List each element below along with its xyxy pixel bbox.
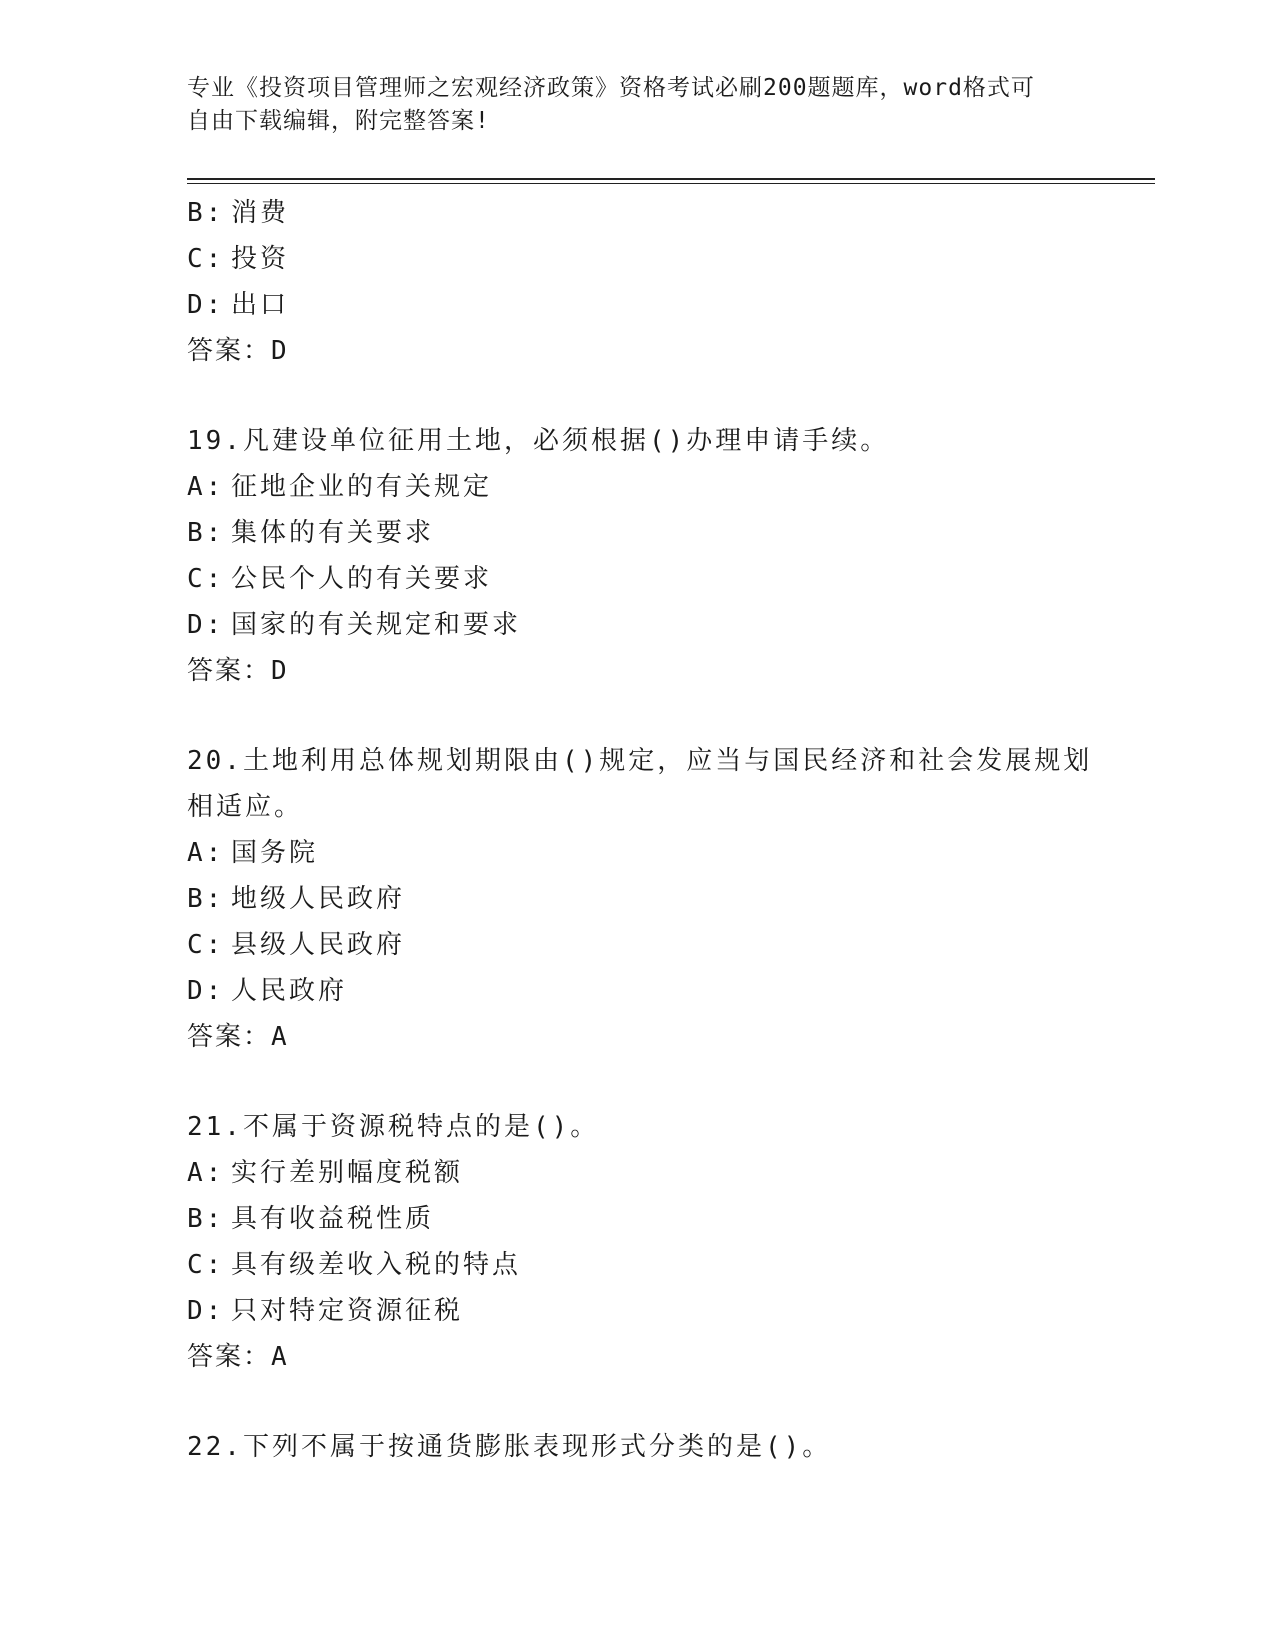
option-a bbox=[187, 464, 1087, 510]
option-a bbox=[187, 830, 1087, 876]
question-list bbox=[187, 190, 1093, 1470]
option-text: 地级人民政府 bbox=[231, 884, 406, 914]
answer-line bbox=[187, 1334, 1087, 1380]
answer-label: 答案： bbox=[187, 336, 272, 366]
option-text: 国家的有关规定和要求 bbox=[231, 610, 522, 640]
question-stem-text: 21.不属于资源税特点的是()。 bbox=[187, 1112, 600, 1142]
answer-line bbox=[187, 328, 1087, 374]
option-text: 投资 bbox=[231, 244, 290, 274]
option-letter: D: bbox=[187, 1296, 225, 1326]
question-21 bbox=[187, 1104, 1087, 1380]
answer-value: D bbox=[271, 656, 290, 686]
option-letter: C: bbox=[187, 1250, 225, 1280]
option-letter: B: bbox=[187, 198, 225, 228]
option-letter: A: bbox=[187, 1158, 225, 1188]
question-stem-continued bbox=[187, 784, 1087, 830]
answer-value: D bbox=[271, 336, 290, 366]
option-letter: A: bbox=[187, 838, 225, 868]
option-text: 实行差别幅度税额 bbox=[231, 1158, 464, 1188]
question-spacer bbox=[187, 1380, 1087, 1424]
question-stem-text: 20.土地利用总体规划期限由()规定，应当与国民经济和社会发展规划 bbox=[187, 746, 1093, 776]
header-title-line-2: 自由下载编辑，附完整答案! bbox=[187, 108, 490, 134]
option-b bbox=[187, 190, 1087, 236]
question-stem-text: 22.下列不属于按通货膨胀表现形式分类的是()。 bbox=[187, 1432, 832, 1462]
question-18-tail bbox=[187, 190, 1087, 374]
option-text: 征地企业的有关规定 bbox=[231, 472, 493, 502]
answer-label: 答案： bbox=[187, 656, 272, 686]
answer-label: 答案： bbox=[187, 1022, 272, 1052]
option-c bbox=[187, 236, 1087, 282]
answer-value: A bbox=[271, 1342, 290, 1372]
option-text: 出口 bbox=[231, 290, 290, 320]
option-text: 具有收益税性质 bbox=[231, 1204, 435, 1234]
option-c bbox=[187, 1242, 1087, 1288]
option-letter: C: bbox=[187, 244, 225, 274]
option-letter: D: bbox=[187, 290, 225, 320]
question-stem-text: 相适应。 bbox=[187, 792, 304, 822]
answer-label: 答案： bbox=[187, 1342, 272, 1372]
question-20 bbox=[187, 738, 1093, 1060]
option-letter: A: bbox=[187, 472, 225, 502]
question-stem bbox=[187, 738, 1093, 784]
option-c bbox=[187, 922, 1087, 968]
answer-line bbox=[187, 648, 1087, 694]
option-b bbox=[187, 1196, 1087, 1242]
answer-line bbox=[187, 1014, 1087, 1060]
option-text: 国务院 bbox=[231, 838, 319, 868]
option-b bbox=[187, 510, 1087, 556]
question-stem-text: 19.凡建设单位征用土地，必须根据()办理申请手续。 bbox=[187, 426, 890, 456]
option-letter: C: bbox=[187, 930, 225, 960]
option-text: 消费 bbox=[231, 198, 290, 228]
option-d bbox=[187, 968, 1087, 1014]
question-stem bbox=[187, 1424, 1087, 1470]
option-b bbox=[187, 876, 1087, 922]
option-text: 人民政府 bbox=[231, 976, 348, 1006]
question-spacer bbox=[187, 1060, 1087, 1104]
option-text: 公民个人的有关要求 bbox=[231, 564, 493, 594]
question-19 bbox=[187, 418, 1087, 694]
option-letter: D: bbox=[187, 610, 225, 640]
document-header bbox=[187, 72, 1087, 138]
option-letter: D: bbox=[187, 976, 225, 1006]
question-stem bbox=[187, 418, 1087, 464]
header-divider-thin bbox=[187, 183, 1155, 184]
option-c bbox=[187, 556, 1087, 602]
option-text: 集体的有关要求 bbox=[231, 518, 435, 548]
option-d bbox=[187, 1288, 1087, 1334]
question-22 bbox=[187, 1424, 1087, 1470]
question-stem bbox=[187, 1104, 1087, 1150]
option-text: 只对特定资源征税 bbox=[231, 1296, 464, 1326]
option-letter: B: bbox=[187, 1204, 225, 1234]
option-letter: C: bbox=[187, 564, 225, 594]
answer-value: A bbox=[271, 1022, 290, 1052]
option-text: 县级人民政府 bbox=[231, 930, 406, 960]
option-letter: B: bbox=[187, 884, 225, 914]
option-letter: B: bbox=[187, 518, 225, 548]
question-spacer bbox=[187, 374, 1087, 418]
option-d bbox=[187, 602, 1087, 648]
option-a bbox=[187, 1150, 1087, 1196]
option-d bbox=[187, 282, 1087, 328]
option-text: 具有级差收入税的特点 bbox=[231, 1250, 522, 1280]
header-divider-thick bbox=[187, 178, 1155, 180]
question-spacer bbox=[187, 694, 1087, 738]
header-title-line-1: 专业《投资项目管理师之宏观经济政策》资格考试必刷200题题库，word格式可 bbox=[187, 75, 1035, 101]
